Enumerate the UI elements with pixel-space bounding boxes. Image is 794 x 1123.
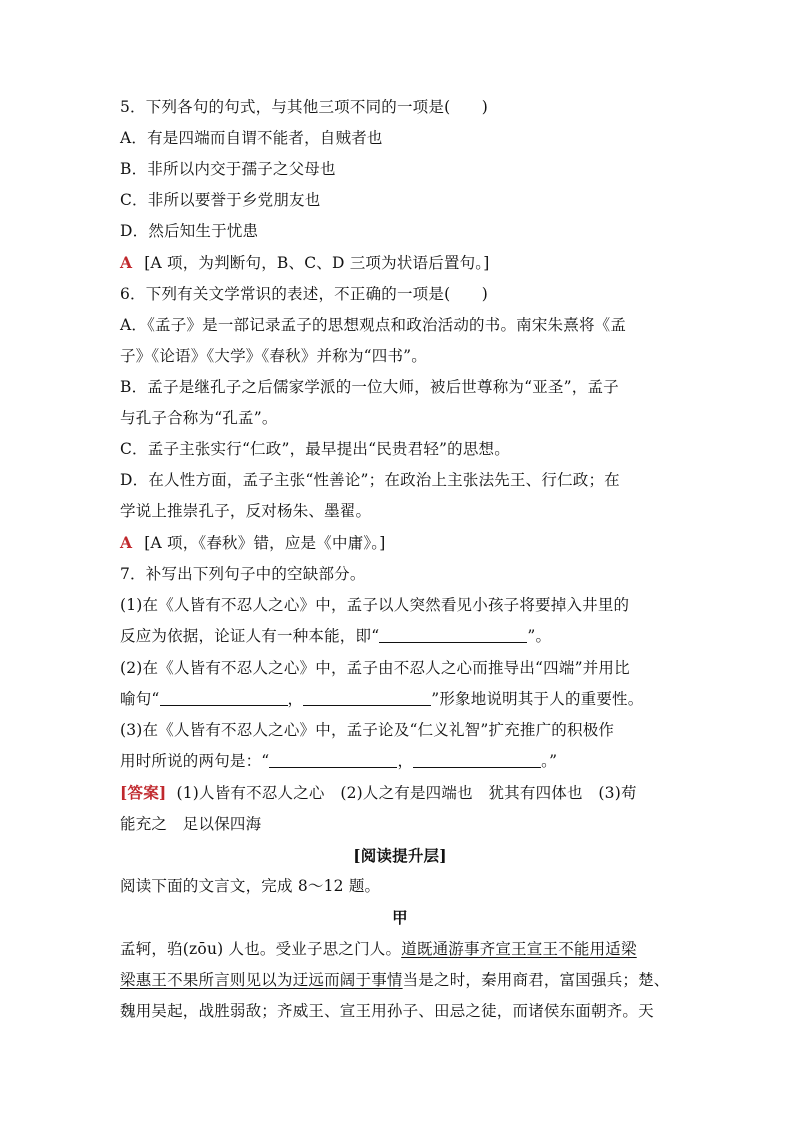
q5-option-a: A．有是四端而自谓不能者，自贼者也 bbox=[120, 129, 383, 147]
passage-line-1: 孟轲，驺(zōu) 人也。受业子思之门人。道既通游事齐宣王宣王不能用适梁 bbox=[120, 940, 637, 958]
section-intro: 阅读下面的文言文，完成 8～12 题。 bbox=[120, 877, 381, 895]
q7-blank-2[interactable] bbox=[160, 689, 288, 706]
q7-sentence1-line2: 反应为依据，论证人有一种本能，即“ ”。 bbox=[120, 627, 552, 645]
q6-option-c: C．孟子主张实行“仁政”，最早提出“民贵君轻”的思想。 bbox=[120, 440, 510, 458]
q5-answer bbox=[120, 252, 680, 274]
q7-blank-1[interactable] bbox=[379, 626, 527, 643]
passage-title: 甲 bbox=[392, 908, 408, 927]
q7-blank-4[interactable] bbox=[269, 751, 397, 768]
q7-sentence1-line1: (1)在《人皆有不忍人之心》中，孟子以人突然看见小孩子将要掉入井里的 bbox=[120, 596, 630, 614]
q5-option-b: B．非所以内交于孺子之父母也 bbox=[120, 160, 336, 178]
q7-blank-3[interactable] bbox=[303, 689, 431, 706]
underlined-sentence-part2: 梁惠王不果所言则见以为迂远而阔于事情 bbox=[120, 971, 403, 989]
q6-option-a-line1: A．《孟子》是一部记录孟子的思想观点和政治活动的书。南宋朱熹将《孟 bbox=[120, 316, 627, 334]
q5-option-d: D．然后知生于忧患 bbox=[120, 222, 259, 240]
q6-option-d-line2: 学说上推崇孔子，反对杨朱、墨翟。 bbox=[120, 502, 372, 520]
q7-sentence3-line1: (3)在《人皆有不忍人之心》中，孟子论及“仁义礼智”扩充推广的积极作 bbox=[120, 721, 615, 739]
q7-sentence3-line2: 用时所说的两句是：“ ， 。” bbox=[120, 752, 558, 770]
q6-option-b-line2: 与孔子合称为“孔孟”。 bbox=[120, 409, 278, 427]
q6-option-b-line1: B．孟子是继孔子之后儒家学派的一位大师，被后世尊称为“亚圣”，孟子 bbox=[120, 378, 619, 396]
q6-option-d-line1: D．在人性方面，孟子主张“性善论”；在政治上主张法先王、行仁政；在 bbox=[120, 471, 620, 489]
q6-answer bbox=[120, 532, 680, 554]
passage-line-3: 魏用吴起，战胜弱敌；齐威王、宣王用孙子、田忌之徒，而诸侯东面朝齐。天 bbox=[120, 1002, 654, 1020]
q7-answer-text: (1)人皆有不忍人之心 (2)人之有是四端也 犹其有四体也 (3)苟 bbox=[176, 784, 637, 802]
q5-option-c: C．非所以要誉于乡党朋友也 bbox=[120, 191, 321, 209]
q7-sentence2-line1: (2)在《人皆有不忍人之心》中，孟子由不忍人之心而推导出“四端”并用比 bbox=[120, 659, 630, 677]
q6-answer-note: [A 项，《春秋》错，应是《中庸》。] bbox=[144, 534, 386, 552]
q7-blank-5[interactable] bbox=[413, 751, 541, 768]
passage-line-2: 梁惠王不果所言则见以为迂远而阔于事情当是之时，秦用商君，富国强兵；楚、 bbox=[120, 971, 670, 989]
q7-answer-label: [答案] bbox=[120, 783, 167, 802]
q5-answer-note: [A 项，为判断句，B、C、D 三项为状语后置句。] bbox=[144, 254, 490, 272]
q6-answer-letter: A bbox=[120, 533, 133, 552]
q6-option-a-line2: 子》《论语》《大学》《春秋》并称为“四书”。 bbox=[120, 347, 427, 365]
q6-stem: 6．下列有关文学常识的表述，不正确的一项是( ) bbox=[120, 285, 488, 303]
underlined-sentence-part1: 道既通游事齐宣王宣王不能用适梁 bbox=[401, 940, 637, 958]
q7-sentence2-line2: 喻句“ ， ”形象地说明其于人的重要性。 bbox=[120, 690, 644, 708]
q5-stem: 5．下列各句的句式，与其他三项不同的一项是( ) bbox=[120, 98, 488, 116]
section-title: [阅读提升层] bbox=[353, 846, 447, 865]
q7-answer-line1 bbox=[120, 782, 680, 804]
q7-answer-line2: 能充之 足以保四海 bbox=[120, 815, 262, 833]
q5-answer-letter: A bbox=[120, 253, 133, 272]
q7-stem: 7．补写出下列句子中的空缺部分。 bbox=[120, 565, 366, 583]
